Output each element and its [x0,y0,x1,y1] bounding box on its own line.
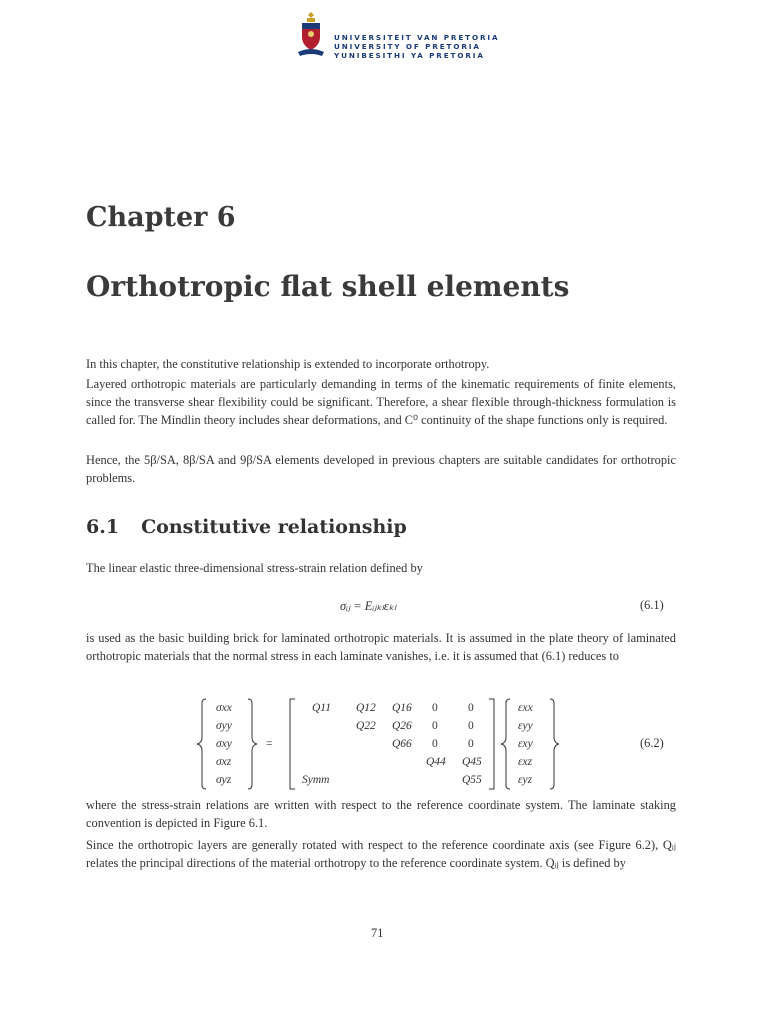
matrix-entry: Q45 [462,756,482,768]
page-number: 71 [371,926,384,940]
matrix-entry: 0 [468,738,474,750]
paragraph-where: where the stress-strain relations are written with respect to the reference coordinate system. The laminate staking convention is depicted in Figure 6.1. [86,798,676,831]
rhs-entry: εxx [518,702,533,714]
chapter-label: Chapter 6 [86,202,236,233]
paragraph-layered: Layered orthotropic materials are particularly demanding in terms of the kinematic requirements of finite elements, since the transverse shear flexibility could be significant. Therefore, a shear flexible through-thickness formulation is called for. The Mindlin theory includes shear deformations, and C⁰ continuity of the shape functions only is required. [86,377,676,428]
equation-number-6-1: (6.1) [640,598,664,612]
university-crest-logo [296,10,326,60]
right-square-bracket [488,698,496,790]
matrix-entry: Q11 [312,702,331,714]
rhs-entry: εyz [518,774,533,786]
matrix-entry: 0 [432,702,438,714]
section-title: Constitutive relationship [141,516,407,538]
matrix-entry: Q26 [392,720,412,732]
lhs-entry: σxx [216,702,232,714]
left-square-bracket [288,698,296,790]
chapter-title: Orthotropic flat shell elements [86,270,570,303]
equation-6-1: σᵢⱼ = Eᵢⱼₖₗεₖₗ [340,599,397,613]
matrix-entry: Q16 [392,702,412,714]
rhs-entry: εxz [518,756,533,768]
paragraph-since: Since the orthotropic layers are generally rotated with respect to the reference coordinate axis (see Figure 6.2), Qᵢⱼ relates the principal directions of the material orthotropy to the reference coordinate system. Qᵢⱼ is defined by [86,838,676,871]
rhs-entry: εxy [518,738,533,750]
matrix-entry: 0 [432,738,438,750]
matrix-symm-label: Symm [302,774,330,786]
equation-number-6-2: (6.2) [640,736,664,750]
matrix-entry: 0 [432,720,438,732]
matrix-entry: Q12 [356,702,376,714]
paragraph-intro: In this chapter, the constitutive relationship is extended to incorporate orthotropy. [86,357,490,371]
matrix-entry: Q22 [356,720,376,732]
matrix-entry: Q66 [392,738,412,750]
paragraph-linear: The linear elastic three-dimensional stress-strain relation defined by [86,561,423,575]
matrix-entry: Q55 [462,774,482,786]
university-name-afrikaans: UNIVERSITEIT VAN PRETORIA [334,33,500,42]
paragraph-hence: Hence, the 5β/SA, 8β/SA and 9β/SA elements developed in previous chapters are suitable candidates for orthotropic problems. [86,453,676,486]
right-brace [246,698,258,790]
university-name-english: UNIVERSITY OF PRETORIA [334,42,481,51]
left-brace [500,698,512,790]
lhs-entry: σxy [216,738,232,750]
left-brace [196,698,208,790]
lhs-entry: σxz [216,756,232,768]
paragraph-basic: is used as the basic building brick for laminated orthotropic materials. It is assumed in the plate theory of laminated orthotropic materials that the normal stress in each laminate vanishes, i.e. it is assumed that (6.1) reduces to [86,631,676,664]
matrix-entry: 0 [468,702,474,714]
matrix-entry: 0 [468,720,474,732]
section-number: 6.1 [86,516,120,538]
university-name-sepedi: YUNIBESITHI YA PRETORIA [334,51,485,60]
section-heading [86,516,407,538]
matrix-entry: Q44 [426,756,446,768]
equals-sign: = [266,738,273,750]
lhs-entry: σyy [216,720,232,732]
rhs-entry: εyy [518,720,533,732]
lhs-entry: σyz [216,774,232,786]
equation-6-2 [196,698,576,790]
right-brace [548,698,560,790]
